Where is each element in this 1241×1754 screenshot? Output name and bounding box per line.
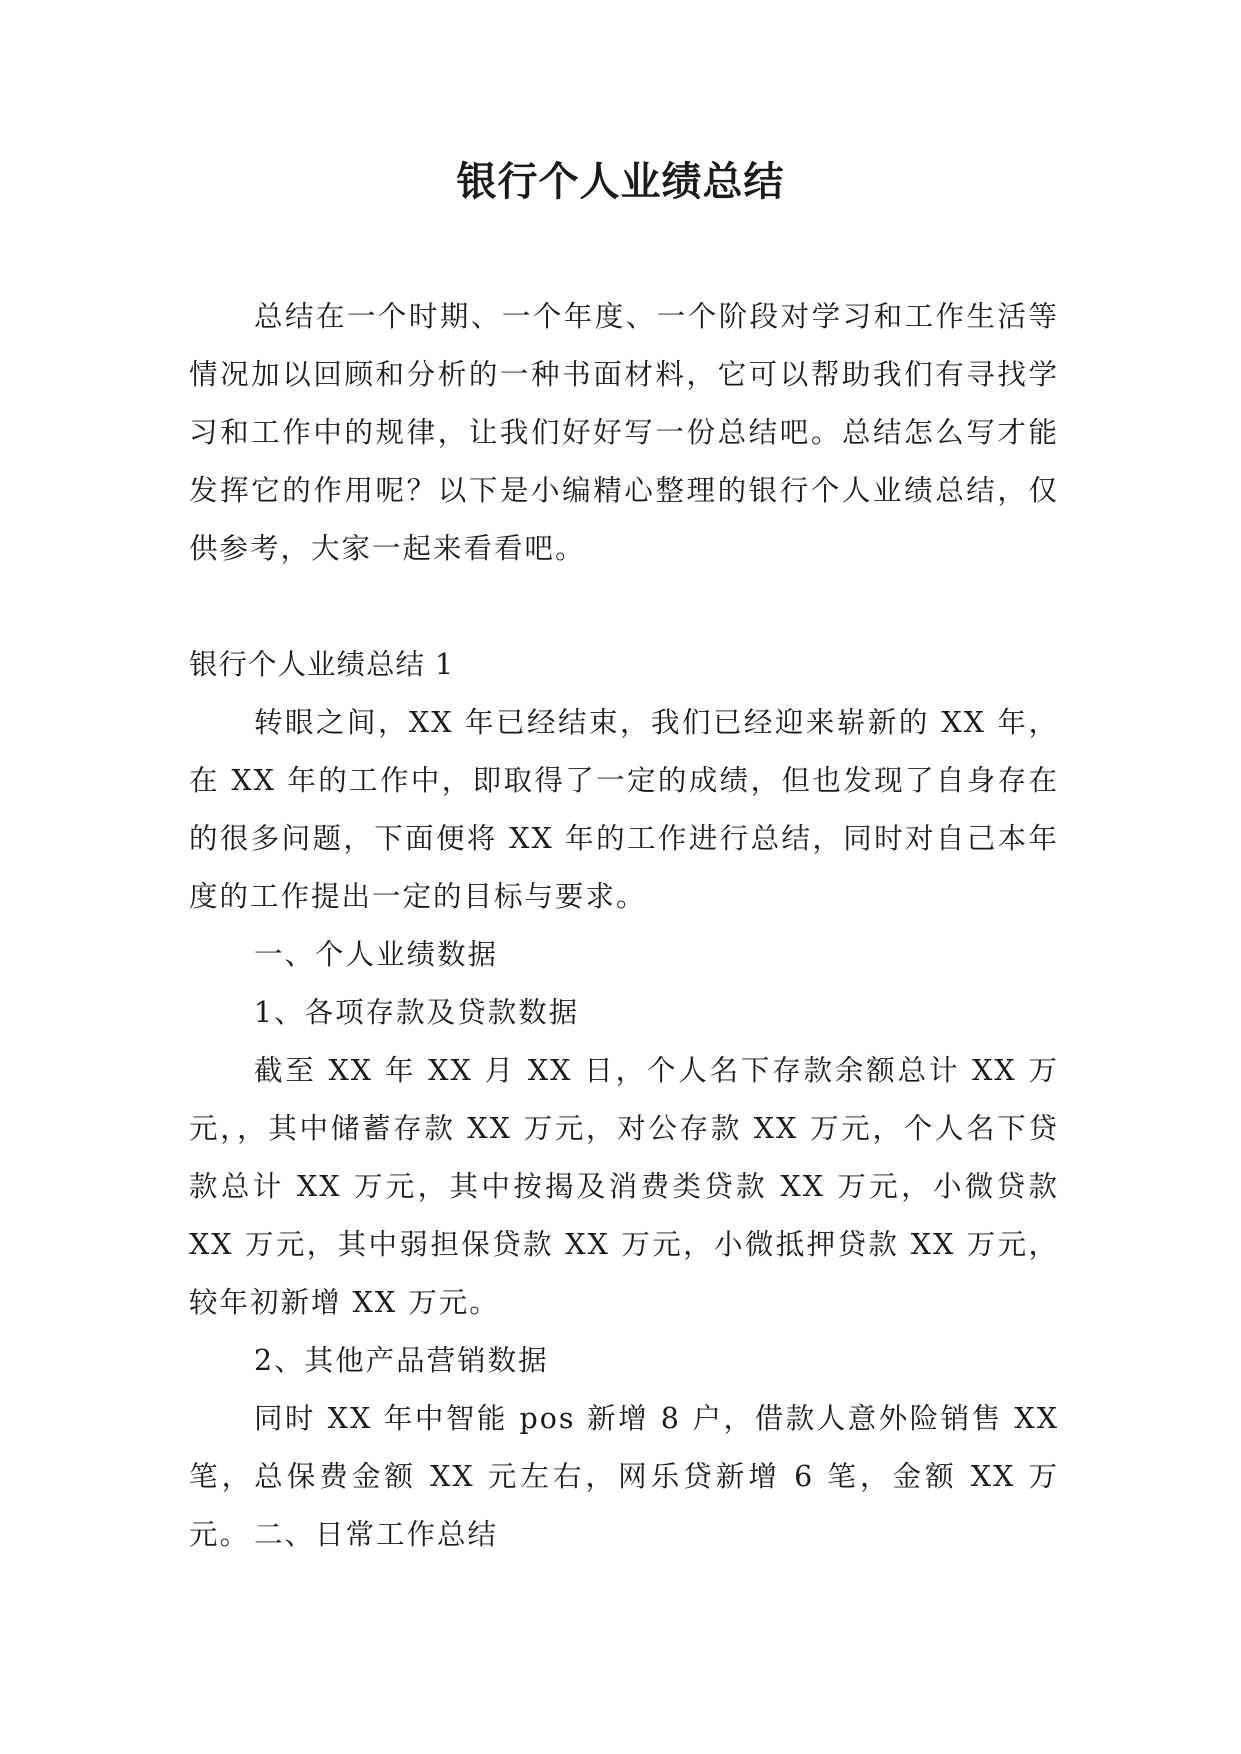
section-heading-daily-work: 二、日常工作总结 [254,1518,499,1551]
subsection-heading-deposits-loans: 1、各项存款及贷款数据 [254,996,580,1029]
article-heading: 银行个人业绩总结 1 [189,648,455,681]
section-heading-performance-data: 一、个人业绩数据 [254,938,499,971]
intro-paragraph: 总结在一个时期、一个年度、一个阶段对学习和工作生活等情况加以回顾和分析的一种书面材料，它可以帮助我们有寻找学习和工作中的规律，让我们好好写一份总结吧。总结怎么写才能发挥它的作用呢？以下是小编精心整理的银行个人业绩总结，仅供参考，大家一起来看看吧。 [189,300,1059,565]
document-title: 银行个人业绩总结 [456,158,785,205]
opening-paragraph: 转眼之间，XX 年已经结束，我们已经迎来崭新的 XX 年，在 XX 年的工作中，即取得了一定的成绩，但也发现了自身存在的很多问题，下面便将 XX 年的工作进行总结，同时对自己本年度的工作提出一定的目标与要求。 [189,706,1059,913]
subsection-heading-other-products: 2、其他产品营销数据 [254,1344,549,1377]
other-products-paragraph: 同时 XX 年中智能 pos 新增 8 户，借款人意外险销售 XX 笔，总保费金额 XX 元左右，网乐贷新增 6 笔，金额 XX 万元。 [189,1402,1059,1551]
deposits-loans-paragraph: 截至 XX 年 XX 月 XX 日，个人名下存款余额总计 XX 万元，，其中储蓄存款 XX 万元，对公存款 XX 万元，个人名下贷款总计 XX 万元，其中按揭及消费类贷款 XX 万元，小微贷款 XX 万元，其中弱担保贷款 XX 万元，小微抵押贷款 XX 万元，较年初新增 XX 万元。 [189,1054,1059,1319]
